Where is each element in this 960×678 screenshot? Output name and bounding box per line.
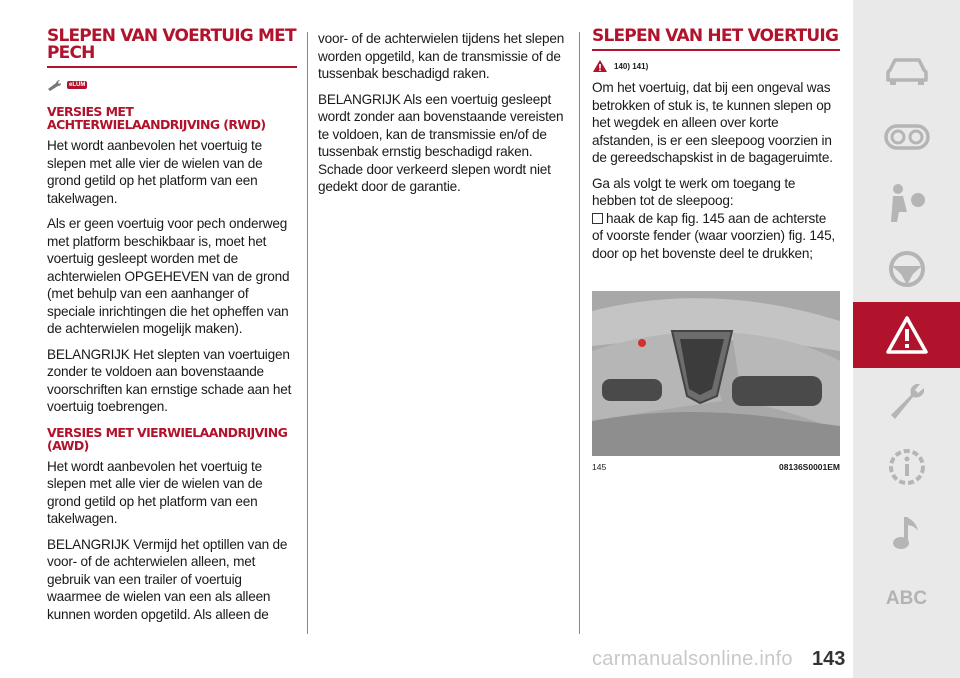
checkbox-bullet-icon bbox=[592, 213, 603, 224]
rwd-paragraph-2: Als er geen voertuig voor pech onderweg met platform beschikbaar is, moet het voertuig gesleept worden met de achterwielen OPGEHEVEN van de grond (met behulp van een aanhanger of speciale inrichtingen die het opheffen van de achterwielen mogelijk maken). bbox=[47, 216, 290, 336]
steering-wheel-icon bbox=[887, 249, 927, 289]
sidebar-item-car[interactable] bbox=[853, 38, 960, 104]
wrench-small-icon bbox=[47, 79, 63, 91]
rwd-paragraph-3: BELANGRIJK Het slepten van voertuigen zonder te voldoen aan bovenstaande voorschriften kan ernstige schade aan het voertuig toebrengen. bbox=[47, 346, 292, 414]
car-icon bbox=[886, 56, 928, 86]
left-column bbox=[47, 28, 297, 631]
sidebar-item-multimedia[interactable] bbox=[853, 500, 960, 566]
wrench-icon bbox=[887, 381, 927, 421]
rwd-paragraph-1: Het wordt aanbevolen het voertuig te slepen met alle vier de wielen van de grond getild op het platform van een takelwagen. bbox=[47, 138, 263, 206]
figure-caption bbox=[592, 462, 840, 472]
column-divider-2 bbox=[579, 32, 580, 634]
awd-paragraph-1: Het wordt aanbevolen het voertuig te slepen met alle vier de wielen van de grond getild op het platform van een takelwagen. bbox=[47, 458, 263, 526]
music-icon bbox=[890, 513, 924, 553]
column-divider-1 bbox=[307, 32, 308, 634]
sidebar-item-driving[interactable] bbox=[853, 236, 960, 302]
car-front-illustration bbox=[592, 291, 840, 456]
sidebar-item-technical[interactable] bbox=[853, 434, 960, 500]
watermark: carmanualsonline.info bbox=[592, 648, 793, 670]
awd-heading: VERSIES MET VIERWIELAANDRIJVING (AWD) bbox=[47, 424, 288, 453]
rwd-heading: VERSIES MET ACHTERWIELAANDRIJVING (RWD) bbox=[47, 104, 266, 132]
page-number: 143 bbox=[812, 648, 846, 670]
sidebar-item-emergency[interactable] bbox=[853, 302, 960, 368]
dashboard-icon bbox=[884, 124, 930, 150]
note-references: 140) 141) bbox=[614, 61, 649, 71]
info-icon bbox=[887, 447, 927, 487]
right-paragraph-2: Ga als volgt te werk om toegang te hebben tot de sleepoog: bbox=[592, 175, 796, 208]
icon-row bbox=[47, 75, 297, 95]
warning-refs-row bbox=[592, 59, 840, 73]
middle-paragraph-1: voor- of de achterwielen tijdens het slepen worden opgetild, kan de transmissie of de tussenbak beschadigd raken. bbox=[318, 31, 565, 81]
airbag-icon bbox=[887, 182, 927, 224]
right-paragraph-1: Om het voertuig, dat bij een ongeval was betrokken of stuk is, te kunnen slepen op het wegdek en alleen over korte afstanden, is er een sleepoog voorzien in de gereedschapskist in de bagageruimte. bbox=[592, 80, 833, 165]
right-column bbox=[592, 28, 840, 270]
warning-icon bbox=[885, 315, 929, 355]
figure-145-photo bbox=[592, 291, 840, 456]
sidebar-item-safety[interactable] bbox=[853, 170, 960, 236]
chapter-sidebar bbox=[853, 0, 960, 678]
abc-label: ABC bbox=[885, 588, 928, 609]
section-title-breakdown-towing: SLEPEN VAN VOERTUIG MET PECH bbox=[47, 28, 297, 68]
awd-paragraph-2: BELANGRIJK Vermijd het optillen van de voor- of de achterwielen alleen, met gebruik van een trailer of voertuig waarmee de wielen van een als alleen kunnen worden opgetild. Als alleen de bbox=[47, 536, 288, 622]
sidebar-item-maintenance[interactable] bbox=[853, 368, 960, 434]
sidebar-item-dashboard[interactable] bbox=[853, 104, 960, 170]
figure-code: 08136S0001EM bbox=[779, 462, 840, 472]
sidebar-item-index[interactable] bbox=[853, 566, 960, 632]
warning-triangle-icon bbox=[592, 59, 608, 73]
bullet-item bbox=[592, 210, 840, 263]
figure-number: 145 bbox=[592, 462, 607, 472]
section-title-vehicle-towing: SLEPEN VAN HET VOERTUIG bbox=[592, 28, 840, 51]
bullet-text: haak de kap fig. 145 aan de achterste of voorste fender (waar voorzien) fig. 145, door op het bovenste deel te drukken; bbox=[592, 210, 836, 261]
elum-badge: eLUM bbox=[69, 82, 86, 88]
middle-paragraph-2: BELANGRIJK Als een voertuig gesleept wordt zonder aan bovenstaande vereisten te voldoen, kan de transmissie en/of de tussenbak ernstig beschadigd raken. Schade door verkeerd slepen wordt niet gedekt door de garantie. bbox=[318, 91, 564, 194]
middle-column bbox=[318, 30, 568, 204]
